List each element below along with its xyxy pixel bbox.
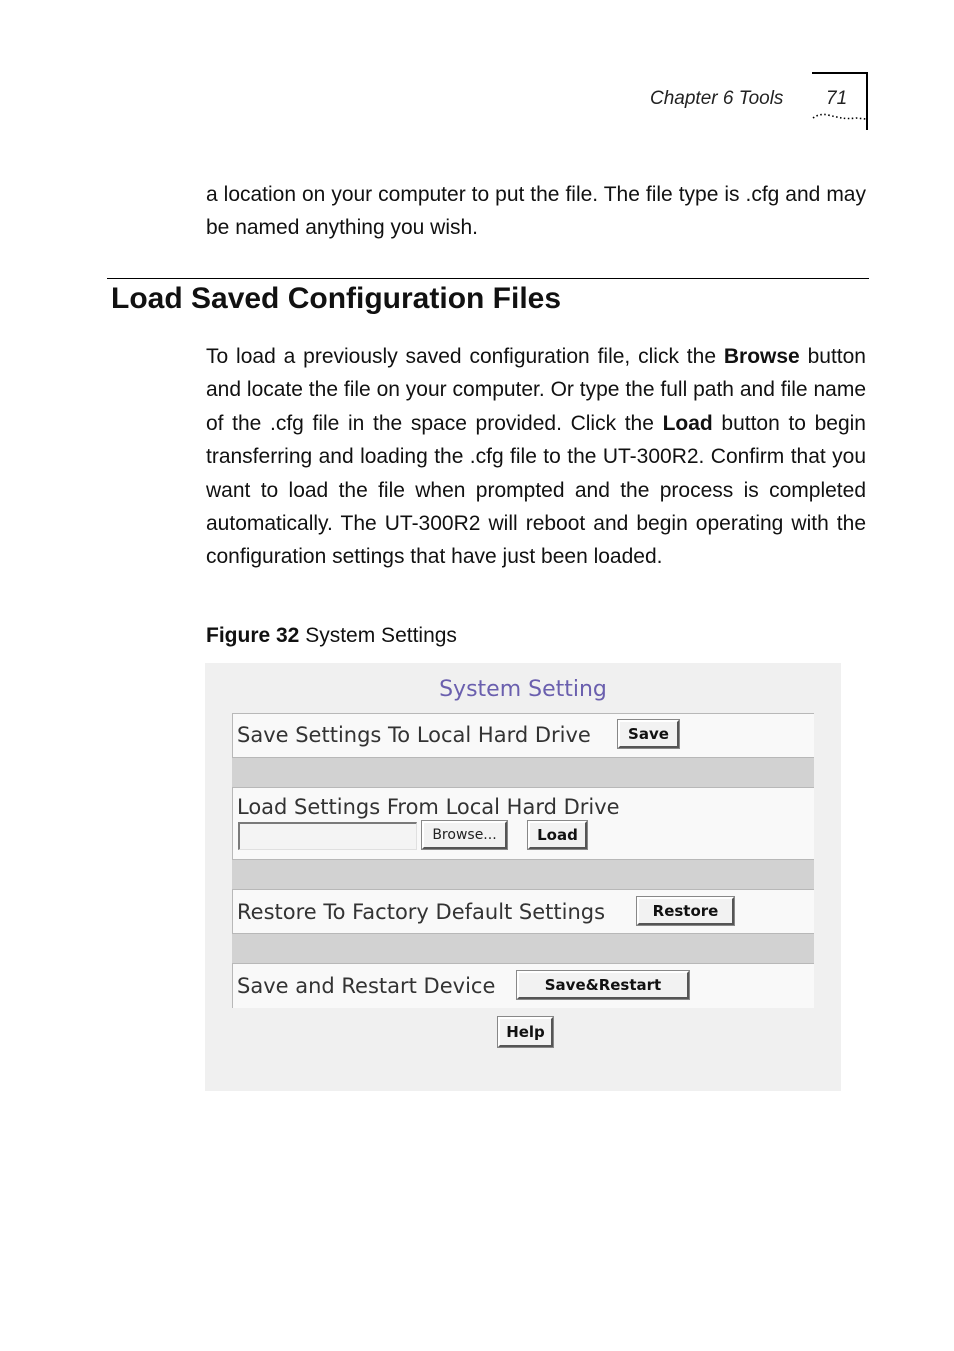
load-settings-row [232, 787, 814, 860]
row-separator [232, 757, 814, 788]
section-divider [107, 278, 869, 279]
page-corner-dots-ornament [812, 112, 866, 122]
restore-defaults-row [232, 889, 814, 934]
save-settings-label: Save Settings To Local Hard Drive [237, 723, 591, 747]
figure-caption-text: System Settings [299, 624, 457, 647]
restore-button[interactable]: Restore [637, 897, 734, 925]
page-number: 71 [826, 88, 848, 109]
browse-button[interactable]: Browse... [422, 821, 507, 849]
save-settings-row [232, 713, 814, 758]
save-restart-label: Save and Restart Device [237, 974, 496, 998]
config-file-path-input[interactable] [238, 822, 417, 850]
intro-paragraph: a location on your computer to put the file. The file type is .cfg and may be named anything you wish. [206, 183, 866, 240]
page-corner-top-rule [812, 72, 868, 74]
figure-label: Figure 32 [206, 624, 300, 647]
save-button[interactable]: Save [618, 720, 679, 748]
row-separator [232, 933, 814, 964]
body-text-2: button and locate the file on your computer. Or type the full path and file name of the .cfg file in the space provided. Click the [206, 345, 866, 435]
save-restart-button[interactable]: Save&Restart [517, 971, 689, 999]
load-keyword: Load [662, 411, 713, 435]
load-settings-label: Load Settings From Local Hard Drive [237, 795, 620, 819]
page-corner-side-rule [866, 72, 868, 130]
body-text-3: button to begin transferring and loading the .cfg file to the UT-300R2. Confirm that you want to load the file when prompted and the process is completed automatically. The UT-300R2 will reboot and begin operating with the configuration settings that have just been loaded. [206, 411, 866, 569]
body-paragraph [206, 340, 866, 574]
chapter-header: Chapter 6 Tools [650, 88, 784, 109]
save-restart-row [232, 963, 814, 1008]
restore-defaults-label: Restore To Factory Default Settings [237, 900, 606, 924]
load-button[interactable]: Load [528, 821, 587, 849]
help-button[interactable]: Help [498, 1017, 553, 1047]
system-setting-title: System Setting [439, 677, 607, 702]
section-title: Load Saved Configuration Files [111, 282, 562, 315]
row-separator [232, 859, 814, 890]
body-text-1: To load a previously saved configuration file, click the [206, 345, 724, 368]
browse-keyword: Browse [723, 345, 800, 368]
figure-caption [206, 624, 457, 648]
system-setting-screenshot [205, 663, 841, 1091]
